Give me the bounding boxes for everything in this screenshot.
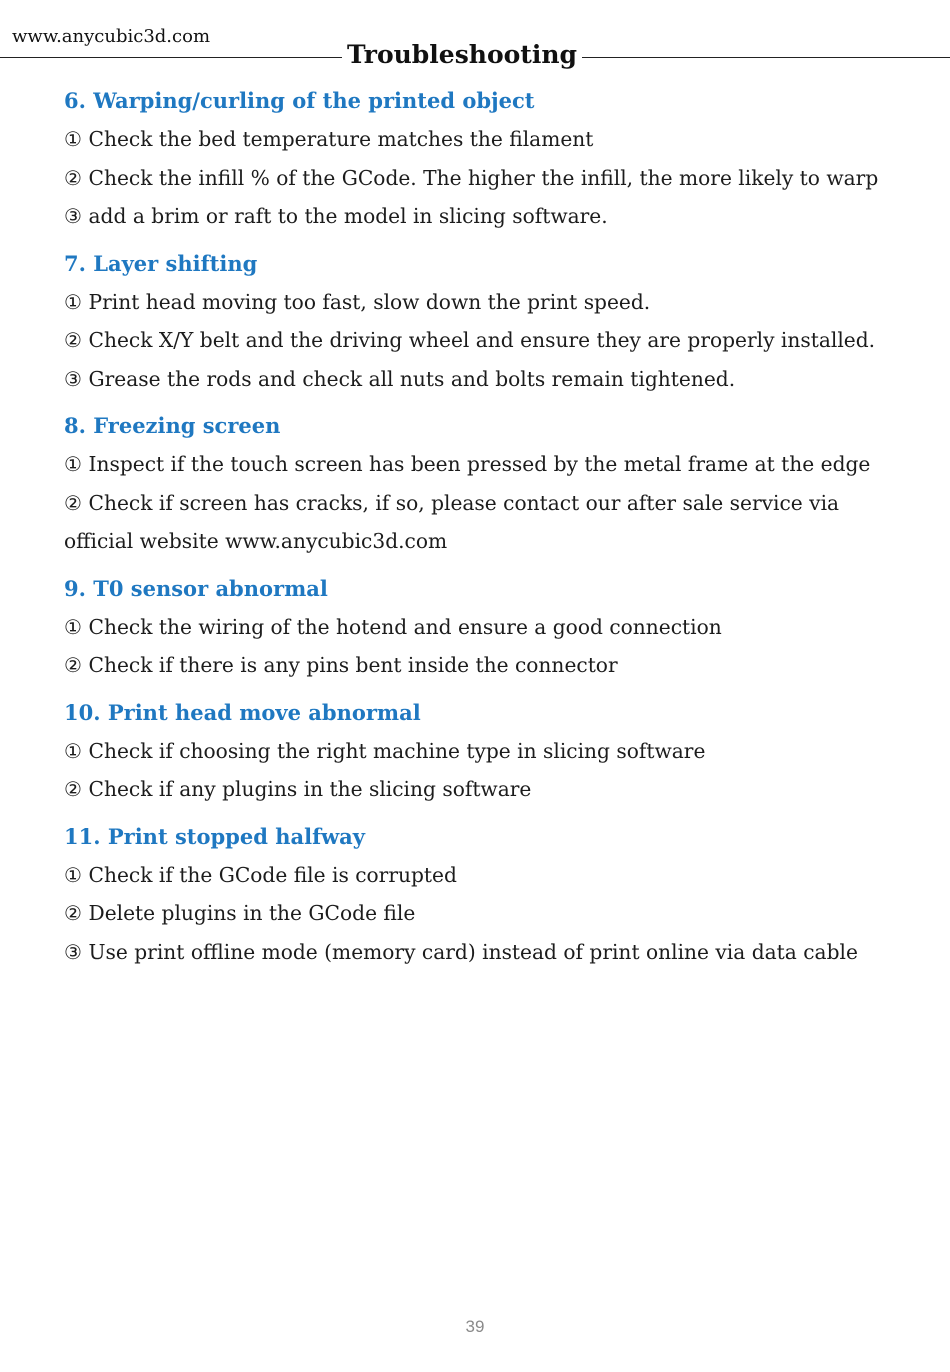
section-title: 10. Print head move abnormal	[64, 699, 421, 725]
step-item: ② Check if there is any pins bent inside the connector	[64, 653, 618, 677]
section-title: 11. Print stopped halfway	[64, 823, 365, 849]
step-item: ② Check if screen has cracks, if so, please contact our after sale service via official website www.anycubic3d.com	[64, 490, 840, 553]
section-title: 8. Freezing screen	[64, 413, 281, 438]
step-item: ① Print head moving too fast, slow down the print speed.	[64, 289, 651, 314]
section-title: 7. Layer shifting	[64, 250, 258, 276]
header-rule-left	[0, 57, 342, 58]
section-title: 6. Warping/curling of the printed object	[64, 88, 535, 113]
section-warping	[64, 82, 894, 236]
step-item: ③ add a brim or raft to the model in slicing software.	[64, 204, 608, 228]
site-url: www.anycubic3d.com	[12, 26, 211, 47]
step-item: ① Check the wiring of the hotend and ensure a good connection	[64, 614, 722, 639]
step-item: ② Delete plugins in the GCode file	[64, 901, 416, 925]
section-title: 9. T0 sensor abnormal	[64, 575, 328, 601]
step-item: ② Check if any plugins in the slicing software	[64, 777, 532, 801]
step-item: ③ Use print offline mode (memory card) instead of print online via data cable	[64, 939, 858, 964]
page-heading: Troubleshooting	[347, 40, 577, 69]
step-item: ① Check if choosing the right machine type in slicing software	[64, 738, 706, 763]
header-rule-right	[582, 57, 950, 58]
step-item: ③ Grease the rods and check all nuts and bolts remain tightened.	[64, 366, 736, 391]
step-item: ① Inspect if the touch screen has been pressed by the metal frame at the edge	[64, 452, 871, 476]
page-number: 39	[465, 1317, 485, 1336]
step-item: ① Check if the GCode file is corrupted	[64, 862, 457, 887]
section-print-head-move	[64, 694, 894, 809]
troubleshooting-content	[64, 82, 894, 980]
section-layer-shifting	[64, 245, 894, 399]
section-print-stopped	[64, 818, 894, 972]
step-item: ① Check the bed temperature matches the filament	[64, 127, 594, 151]
step-item: ② Check the infill % of the GCode. The higher the infill, the more likely to warp	[64, 165, 879, 190]
step-item: ② Check X/Y belt and the driving wheel and ensure they are properly installed.	[64, 328, 876, 352]
section-freezing-screen	[64, 407, 894, 561]
section-t0-sensor	[64, 570, 894, 685]
